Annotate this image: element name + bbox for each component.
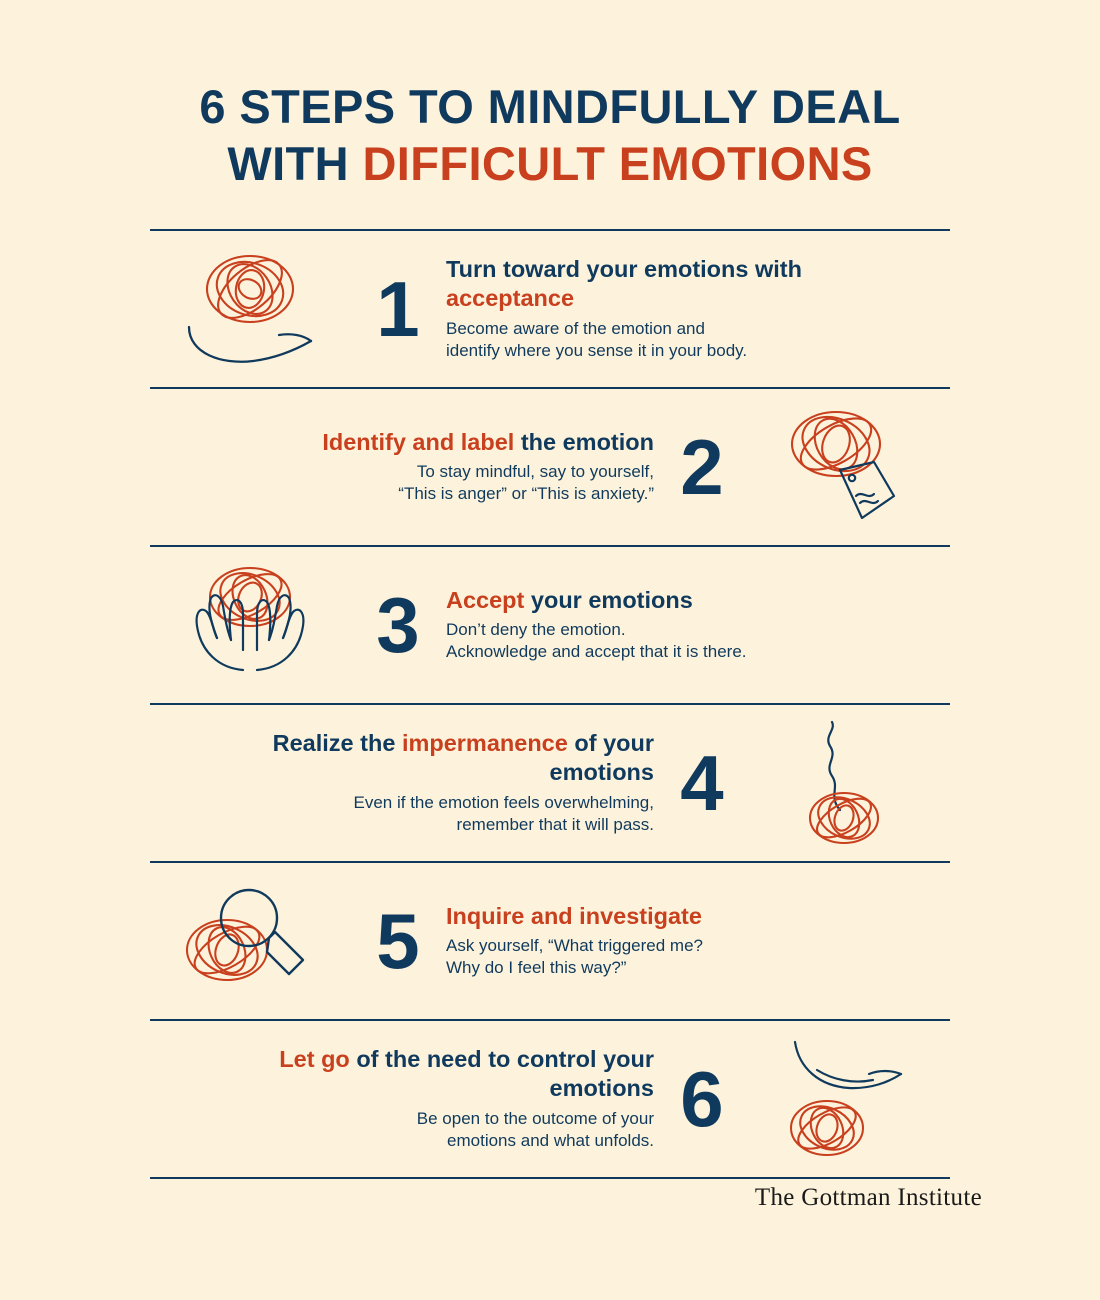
step-heading-1-pre: Turn toward your emotions with xyxy=(446,256,802,283)
step-body-3-line-1: Don’t deny the emotion. xyxy=(446,620,626,640)
step-body-1-line-1: Become aware of the emotion and xyxy=(446,318,705,338)
scribble-ball-with-rising-smoke-icon xyxy=(750,718,950,848)
step-body-2-line-2: “This is anger” or “This is anxiety.” xyxy=(398,484,654,504)
title-line-2 xyxy=(0,135,1100,192)
step-row-5 xyxy=(150,863,950,1021)
step-number-3: 3 xyxy=(376,580,420,669)
step-body-5-line-2: Why do I feel this way?” xyxy=(446,958,627,978)
scribble-ball-released-from-hand-icon xyxy=(750,1034,950,1164)
title-line-2-accent: DIFFICULT EMOTIONS xyxy=(362,137,873,191)
step-row-6 xyxy=(150,1021,950,1179)
step-row-3 xyxy=(150,547,950,705)
step-number-2: 2 xyxy=(680,422,724,511)
step-body-4-line-1: Even if the emotion feels overwhelming, xyxy=(353,792,654,812)
step-body-3-line-2: Acknowledge and accept that it is there. xyxy=(446,642,747,662)
step-body-4-line-2: remember that it will pass. xyxy=(456,814,654,834)
scribble-ball-with-magnifying-glass-icon xyxy=(150,876,350,1006)
step-row-1 xyxy=(150,231,950,389)
step-number-5: 5 xyxy=(376,896,420,985)
brand-wordmark: The Gottman Institute xyxy=(754,1184,982,1211)
step-heading-2 xyxy=(254,428,654,457)
step-text-2 xyxy=(254,428,654,506)
page-title xyxy=(0,0,1100,193)
step-heading-3-post: your emotions xyxy=(524,586,693,613)
step-text-6 xyxy=(254,1045,654,1152)
step-heading-1 xyxy=(446,255,846,312)
step-heading-3-accent: Accept xyxy=(446,586,525,613)
scribble-ball-with-label-tag-icon xyxy=(750,402,950,532)
step-number-6: 6 xyxy=(680,1054,724,1143)
step-body-6 xyxy=(254,1108,654,1152)
step-heading-5-accent: Inquire xyxy=(446,902,525,929)
step-text-4 xyxy=(254,729,654,836)
step-body-3 xyxy=(446,619,846,663)
step-text-1 xyxy=(446,255,846,362)
step-body-2 xyxy=(254,461,654,505)
scribble-ball-in-open-hand-icon xyxy=(150,244,350,374)
title-line-1 xyxy=(0,78,1100,135)
step-number-4: 4 xyxy=(680,738,724,827)
scribble-ball-in-two-cupped-hands-icon xyxy=(150,560,350,690)
step-heading-3 xyxy=(446,586,846,615)
step-number-1: 1 xyxy=(376,264,420,353)
title-line-1-text: 6 STEPS TO MINDFULLY DEAL xyxy=(199,80,901,133)
step-heading-4 xyxy=(254,729,654,786)
step-row-2 xyxy=(150,389,950,547)
title-line-2-text: WITH xyxy=(227,137,363,191)
step-text-5 xyxy=(446,902,846,980)
steps-list xyxy=(150,229,950,1179)
step-heading-5 xyxy=(446,902,846,931)
step-heading-6-accent: Let go xyxy=(279,1046,350,1073)
step-heading-2-post: the emotion xyxy=(514,428,654,455)
step-body-1-line-2: identify where you sense it in your body. xyxy=(446,340,748,360)
step-heading-4-accent: impermanence xyxy=(401,730,568,757)
step-heading-5-post: and investigate xyxy=(524,902,702,929)
step-heading-6 xyxy=(254,1045,654,1102)
step-text-3 xyxy=(446,586,846,664)
step-heading-1-accent: acceptance xyxy=(446,285,575,312)
step-body-6-line-2: emotions and what unfolds. xyxy=(447,1130,654,1150)
step-body-5 xyxy=(446,935,846,979)
step-row-4 xyxy=(150,705,950,863)
step-body-4 xyxy=(254,792,654,836)
step-body-1 xyxy=(446,318,846,362)
step-heading-6-post: of the need to control your emotions xyxy=(349,1046,654,1102)
step-body-6-line-1: Be open to the outcome of your xyxy=(416,1108,654,1128)
step-heading-4-post: of your emotions xyxy=(549,730,654,786)
step-heading-2-accent: Identify and label xyxy=(322,428,515,455)
step-body-2-line-1: To stay mindful, say to yourself, xyxy=(416,462,654,482)
step-heading-4-pre: Realize the xyxy=(272,730,402,757)
step-body-5-line-1: Ask yourself, “What triggered me? xyxy=(446,936,703,956)
